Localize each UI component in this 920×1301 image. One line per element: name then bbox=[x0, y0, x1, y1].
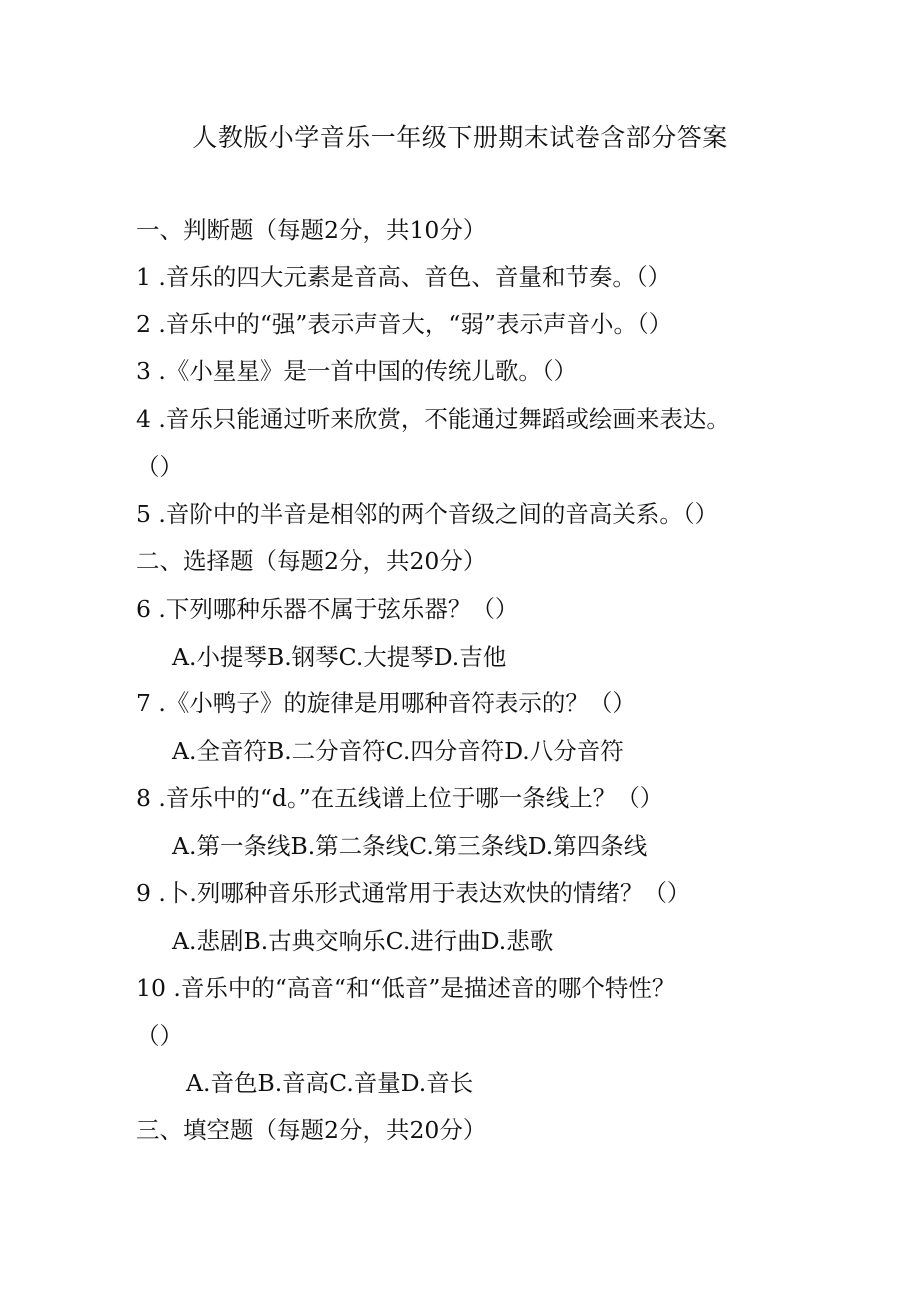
question-9: 9 .卜.列哪种音乐形式通常用于表达欢快的情绪？（） bbox=[136, 879, 691, 907]
question-8: 8 .音乐中的“d。”在五线谱上位于哪一条线上？（） bbox=[136, 784, 664, 812]
question-7: 7 .《小鸭子》的旋律是用哪种音符表示的？（） bbox=[136, 689, 636, 717]
question-10-blank: （） bbox=[136, 1022, 183, 1050]
section-2-heading: 二、选择题（每题2分，共20分） bbox=[136, 547, 487, 575]
question-3: 3 .《小星星》是一首中国的传统儿歌。（） bbox=[136, 357, 578, 385]
question-6: 6 .下列哪种乐器不属于弦乐器？（） bbox=[136, 595, 519, 623]
question-10: 10 .音乐中的“高音“和“低音”是描述音的哪个特性？ bbox=[136, 974, 676, 1002]
question-4-blank: （） bbox=[136, 453, 183, 481]
question-7-options: A.全音符B.二分音符C.四分音符D.八分音符 bbox=[172, 737, 624, 765]
question-9-options: A.悲剧B.古典交响乐C.进行曲D.悲歌 bbox=[172, 927, 554, 955]
section-3-heading: 三、填空题（每题2分，共20分） bbox=[136, 1116, 487, 1144]
question-10-options: A.音色B.音高C.音量D.音长 bbox=[186, 1069, 474, 1097]
question-4: 4 .音乐只能通过听来欣赏，不能通过舞蹈或绘画来表达。 bbox=[136, 405, 730, 433]
question-1: 1 .音乐的四大元素是音高、音色、音量和节奏。（） bbox=[136, 263, 672, 291]
question-6-options: A.小提琴B.钢琴C.大提琴D.吉他 bbox=[172, 643, 507, 671]
document-title: 人教版小学音乐一年级下册期末试卷含部分答案 bbox=[192, 123, 728, 152]
question-8-options: A.第一条线B.第二条线C.第三条线D.第四条线 bbox=[172, 832, 648, 860]
question-2: 2 .音乐中的“强”表示声音大，“弱”表示声音小。（） bbox=[136, 310, 673, 338]
question-5: 5 .音阶中的半音是相邻的两个音级之间的音高关系。（） bbox=[136, 500, 719, 528]
section-1-heading: 一、判断题（每题2分，共10分） bbox=[136, 216, 487, 244]
